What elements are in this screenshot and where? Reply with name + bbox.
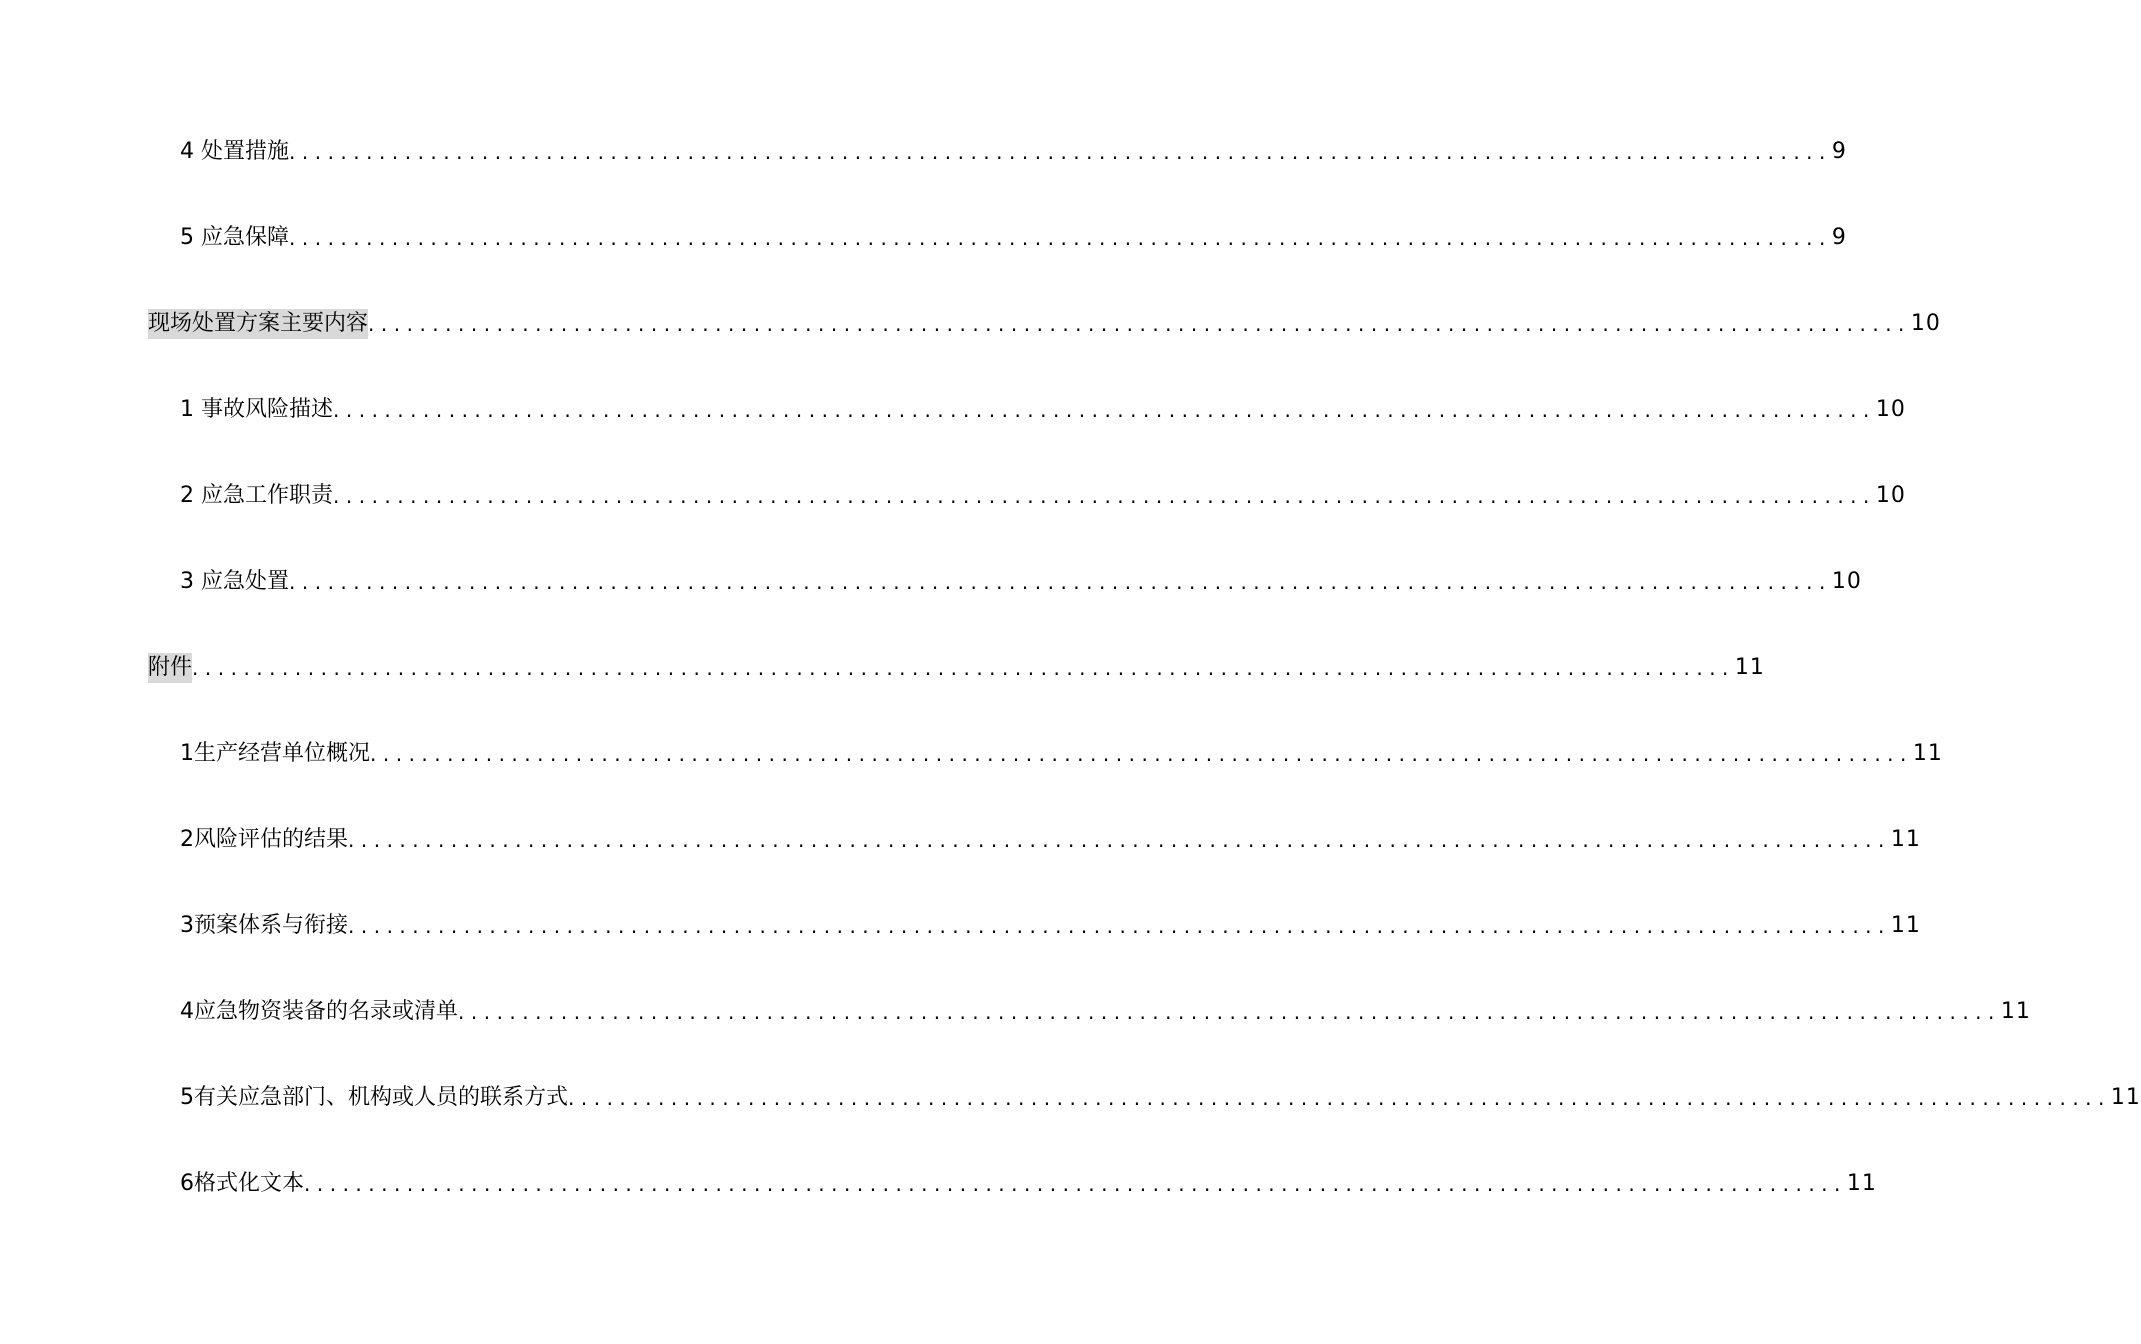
toc-entry-title: 2风险评估的结果 [180,827,348,852]
toc-leader-dots: ........................................................................................................................ [348,914,1891,938]
toc-entry[interactable] [180,395,1906,425]
toc-leader-dots: ........................................................................................................................ [368,312,1911,336]
toc-entry-page: 11 [1890,913,1921,938]
toc-leader-dots: ........................................................................................................................ [304,1172,1847,1196]
toc-leader-dots: ........................................................................................................................ [458,1000,2001,1024]
toc-entry-title: 1生产经营单位概况 [180,741,370,766]
toc-leader-dots: ........................................................................................................................ [370,742,1913,766]
toc-leader-dots: ........................................................................................................................ [192,656,1735,680]
toc-entry-page: 11 [1846,1171,1877,1196]
toc-entry[interactable] [180,223,1847,253]
toc-entry[interactable] [180,997,2031,1027]
toc-entry-title: 4 处置措施 [180,139,289,164]
toc-entry[interactable] [180,137,1847,167]
toc-entry[interactable] [180,1083,2141,1113]
toc-entry-page: 10 [1910,311,1941,336]
toc-entry[interactable] [180,825,1921,855]
toc-entry-title: 3预案体系与衔接 [180,913,348,938]
toc-entry-title: 6格式化文本 [180,1171,304,1196]
toc-entry-page: 9 [1831,139,1847,164]
toc-leader-dots: ........................................................................................................................ [289,226,1832,250]
toc-entry-title: 现场处置方案主要内容 [148,309,368,339]
toc-entry-page: 11 [1734,655,1765,680]
toc-leader-dots: ........................................................................................................................ [333,484,1876,508]
toc-entry[interactable] [180,1169,1877,1199]
toc-leader-dots: ........................................................................................................................ [289,140,1832,164]
toc-entry-title: 5 应急保障 [180,225,289,250]
toc-leader-dots: ........................................................................................................................ [348,828,1891,852]
toc-leader-dots: ........................................................................................................................ [333,398,1876,422]
toc-entry-page: 11 [1912,741,1943,766]
toc-entry[interactable] [180,567,1862,597]
toc-entry-page: 10 [1875,397,1906,422]
toc-entry-page: 9 [1831,225,1847,250]
toc-entry[interactable] [180,739,1943,769]
toc-entry-title: 1 事故风险描述 [180,397,333,422]
toc-entry-page: 11 [2110,1085,2141,1110]
toc-entry-title: 4应急物资装备的名录或清单 [180,999,458,1024]
toc-entry-page: 10 [1831,569,1862,594]
toc-entry[interactable] [148,309,1941,339]
toc-entry-page: 10 [1875,483,1906,508]
toc-entry-title: 2 应急工作职责 [180,483,333,508]
toc-leader-dots: ........................................................................................................................ [289,570,1832,594]
toc-entry[interactable] [148,653,1765,683]
toc-entry-title: 附件 [148,653,192,683]
toc-entry-title: 3 应急处置 [180,569,289,594]
toc-entry[interactable] [180,481,1906,511]
toc-leader-dots: ........................................................................................................................ [568,1086,2111,1110]
toc-entry-page: 11 [2000,999,2031,1024]
toc-entry[interactable] [180,911,1921,941]
toc-entry-page: 11 [1890,827,1921,852]
toc-entry-title: 5有关应急部门、机构或人员的联系方式 [180,1085,568,1110]
